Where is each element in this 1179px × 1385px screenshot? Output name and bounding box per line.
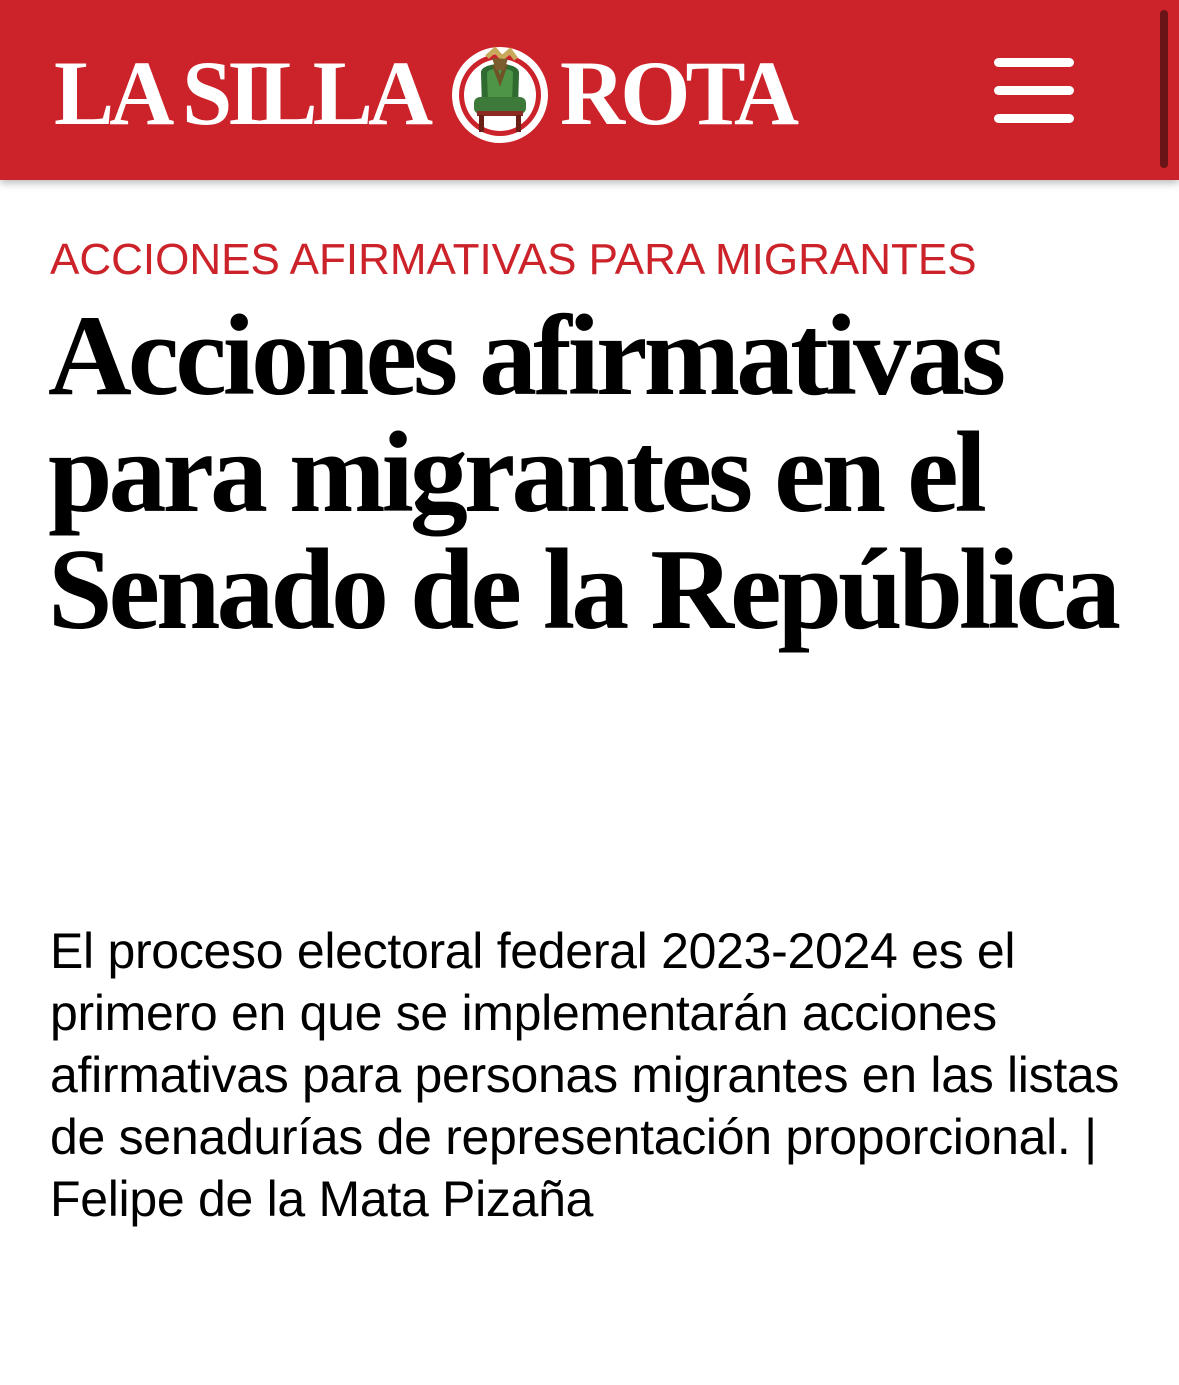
logo-text-right: ROTA (559, 42, 795, 144)
site-header (0, 0, 1179, 180)
logo-text-left: LA SILLA (54, 42, 429, 144)
green-chair-seal-icon (446, 39, 554, 147)
article-title[interactable]: Acciones afirmativas para migrantes en el Senado de la República (48, 292, 1117, 654)
hamburger-menu-icon (994, 58, 1074, 67)
article-summary: El proceso electoral federal 2023-2024 es el primero en que se implementarán acciones afirmativas para personas migrantes en las listas de senadurías de representación proporcional. | Felipe de la Mata Pizaña (50, 923, 1120, 1227)
site-logo[interactable] (54, 38, 799, 148)
hamburger-menu-icon (994, 86, 1074, 95)
hamburger-menu-icon (994, 114, 1074, 123)
article-kicker[interactable]: ACCIONES AFIRMATIVAS PARA MIGRANTES (50, 235, 977, 284)
menu-button[interactable] (994, 58, 1074, 124)
scrollbar[interactable] (1160, 10, 1168, 168)
